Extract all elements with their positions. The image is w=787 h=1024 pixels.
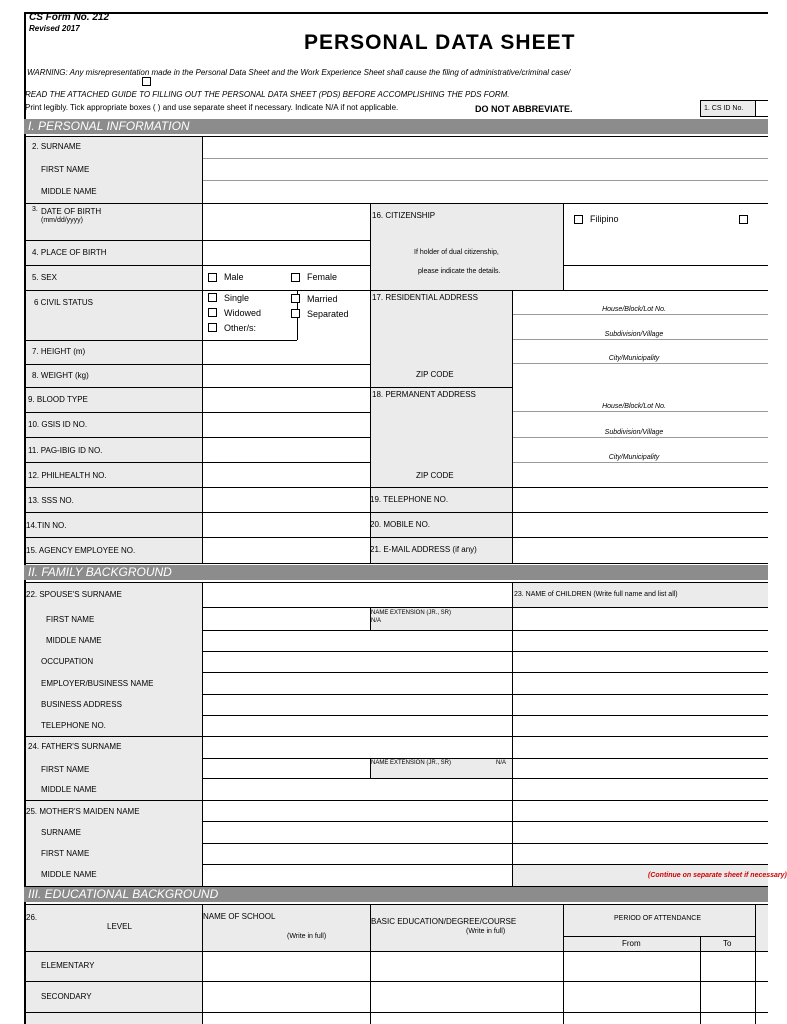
form-number: CS Form No. 212 (29, 12, 110, 23)
line (512, 437, 768, 438)
education-number: 26. (26, 913, 38, 922)
children-label: 23. NAME of CHILDREN (Write full name and list all) (514, 591, 678, 598)
line (202, 651, 768, 652)
res-house-caption: House/Block/Lot No. (602, 306, 666, 313)
line (512, 582, 513, 886)
agency-employee-label: 15. AGENCY EMPLOYEE NO. (26, 546, 136, 555)
others-label: Other/s: (224, 323, 257, 333)
blood-type-label: 9. BLOOD TYPE (28, 395, 88, 404)
line (700, 936, 701, 1024)
dual-citizenship-note-2: please indicate the details. (418, 268, 501, 275)
cs-id-input[interactable] (756, 100, 768, 117)
spouse-first-name-label: FIRST NAME (46, 615, 95, 624)
perm-zip-label: ZIP CODE (416, 471, 454, 480)
line (26, 537, 768, 538)
single-label: Single (224, 293, 250, 303)
line (512, 411, 768, 412)
family-label-column (26, 582, 202, 886)
gsis-label: 10. GSIS ID NO. (28, 420, 88, 429)
cs-id-label: 1. CS ID No. (704, 105, 744, 112)
spouse-name-ext-na: N/A (371, 618, 382, 624)
line (26, 462, 370, 463)
male-label: Male (224, 272, 244, 282)
telephone-label: 19. TELEPHONE NO. (370, 495, 449, 504)
line (202, 136, 203, 563)
mother-middle-name-label: MIDDLE NAME (41, 870, 97, 879)
line (202, 180, 768, 181)
education-header-row (26, 904, 768, 951)
to-header: To (723, 939, 732, 948)
line (202, 340, 297, 341)
dob-label: DATE OF BIRTH (41, 207, 102, 216)
warning-checkbox[interactable] (142, 77, 151, 86)
line (202, 843, 768, 844)
line (26, 1012, 768, 1013)
perm-house-caption: House/Block/Lot No. (602, 403, 666, 410)
line (202, 630, 768, 631)
line (202, 694, 768, 695)
pagibig-label: 11. PAG-IBIG ID NO. (28, 446, 103, 455)
line (26, 240, 370, 241)
continue-note: (Continue on separate sheet if necessary) (648, 872, 787, 879)
married-label: Married (307, 294, 338, 304)
line (26, 412, 370, 413)
cs-id-box (700, 100, 756, 117)
sss-label: 13. SSS NO. (28, 496, 74, 505)
line (563, 904, 564, 1024)
warning-text: WARNING: Any misrepresentation made in the Personal Data Sheet and the Work Experience Sheet shall cause the filing of administrative/criminal case/ (27, 68, 571, 77)
line (202, 607, 768, 608)
line (26, 437, 370, 438)
course-write-in-full: (Write in full) (466, 928, 506, 935)
line (512, 339, 768, 340)
line (202, 864, 768, 865)
father-middle-name-label: MIDDLE NAME (41, 785, 97, 794)
dob-number: 3. (32, 206, 38, 213)
line (563, 265, 768, 266)
filipino-label: Filipino (590, 214, 619, 224)
separated-label: Separated (307, 309, 349, 319)
line (512, 462, 768, 463)
spouse-middle-name-label: MIDDLE NAME (46, 636, 102, 645)
line (26, 265, 370, 266)
name-inputs[interactable] (202, 136, 768, 203)
page-title: PERSONAL DATA SHEET (304, 31, 576, 54)
perm-city-caption: City/Municipality (608, 454, 660, 461)
line (26, 800, 768, 801)
section-educational-background: III. EDUCATIONAL BACKGROUND (24, 887, 768, 902)
line (26, 364, 370, 365)
father-surname-label: 24. FATHER'S SURNAME (28, 742, 122, 751)
widowed-label: Widowed (224, 308, 262, 318)
section-personal-info: I. PERSONAL INFORMATION (24, 119, 768, 134)
father-first-name-label: FIRST NAME (41, 765, 90, 774)
line (202, 582, 203, 886)
line (563, 936, 755, 937)
sex-label: 5. SEX (32, 273, 57, 282)
from-header: From (622, 939, 641, 948)
line (202, 672, 768, 673)
line (26, 981, 768, 982)
elementary-label: ELEMENTARY (41, 961, 95, 970)
widowed-checkbox[interactable] (208, 308, 217, 317)
weight-label: 8. WEIGHT (kg) (32, 371, 89, 380)
mobile-label: 20. MOBILE NO. (370, 520, 431, 529)
female-label: Female (307, 272, 338, 282)
line (26, 582, 768, 583)
line (26, 904, 768, 905)
res-zip-label: ZIP CODE (416, 370, 454, 379)
line (202, 778, 768, 779)
line (26, 136, 768, 137)
line (26, 203, 768, 204)
top-border (24, 12, 768, 14)
married-checkbox[interactable] (291, 294, 300, 303)
course-header: BASIC EDUCATION/DEGREE/COURSE (371, 917, 517, 926)
separated-checkbox[interactable] (291, 309, 300, 318)
email-label: 21. E-MAIL ADDRESS (if any) (370, 545, 477, 554)
mother-maiden-name-label: 25. MOTHER'S MAIDEN NAME (26, 807, 140, 816)
spouse-name-ext-label: NAME EXTENSION (JR., SR) (371, 610, 452, 616)
spouse-surname-label: 22. SPOUSE'S SURNAME (26, 590, 122, 599)
perm-subdivision-caption: Subdivision/Village (604, 429, 664, 436)
personal-inputs-left[interactable] (202, 203, 370, 563)
line (563, 203, 564, 290)
secondary-label: SECONDARY (41, 992, 92, 1001)
school-name-header: NAME OF SCHOOL (203, 912, 276, 921)
first-name-label: FIRST NAME (41, 165, 90, 174)
line (26, 736, 768, 737)
female-checkbox[interactable] (291, 273, 300, 282)
residential-address-label: 17. RESIDENTIAL ADDRESS (372, 293, 478, 302)
school-write-in-full: (Write in full) (287, 933, 327, 940)
line (755, 904, 756, 1024)
line (202, 904, 203, 1024)
revised-year: Revised 2017 (29, 24, 80, 33)
male-checkbox[interactable] (208, 273, 217, 282)
read-guide-text: READ THE ATTACHED GUIDE TO FILLING OUT THE PERSONAL DATA SHEET (PDS) BEFORE ACCOMPLISHING THE PDS FORM. (25, 90, 510, 99)
philhealth-label: 12. PHILHEALTH NO. (28, 471, 107, 480)
line (202, 158, 768, 159)
line (512, 363, 768, 364)
employer-label: EMPLOYER/BUSINESS NAME (41, 679, 154, 688)
line (26, 951, 768, 952)
line (202, 715, 768, 716)
permanent-address-label: 18. PERMANENT ADDRESS (372, 390, 476, 399)
father-name-ext-label: NAME EXTENSION (JR., SR) (371, 760, 452, 766)
section-family-background: II. FAMILY BACKGROUND (24, 565, 768, 580)
civil-status-label: 6 CIVIL STATUS (34, 298, 93, 307)
do-not-abbreviate: DO NOT ABBREVIATE. (475, 104, 573, 114)
line (512, 314, 768, 315)
line (26, 563, 768, 564)
line (26, 512, 768, 513)
line (26, 487, 768, 488)
line (202, 758, 768, 759)
business-address-label: BUSINESS ADDRESS (41, 700, 122, 709)
height-label: 7. HEIGHT (m) (32, 347, 86, 356)
spouse-telephone-label: TELEPHONE NO. (41, 721, 106, 730)
middle-name-label: MIDDLE NAME (41, 187, 97, 196)
mother-first-name-label: FIRST NAME (41, 849, 90, 858)
level-header: LEVEL (107, 922, 132, 931)
tin-label: 14.TIN NO. (26, 521, 67, 530)
dual-citizenship-note-1: If holder of dual citizenship, (414, 249, 499, 256)
others-checkbox[interactable] (208, 323, 217, 332)
line (26, 387, 512, 388)
father-name-ext-na: N/A (496, 760, 507, 766)
period-header: PERIOD OF ATTENDANCE (614, 915, 701, 922)
mother-surname-label: SURNAME (41, 828, 82, 837)
dob-format: (mm/dd/yyyy) (41, 217, 83, 224)
print-instruction: Print legibly. Tick appropriate boxes ( ) and use separate sheet if necessary. Indicate N/A if not applicable. (25, 103, 399, 112)
single-checkbox[interactable] (208, 293, 217, 302)
line (202, 821, 768, 822)
line (370, 203, 371, 563)
pob-label: 4. PLACE OF BIRTH (32, 248, 107, 257)
res-city-caption: City/Municipality (608, 355, 660, 362)
citizenship-label: 16. CITIZENSHIP (372, 211, 436, 220)
occupation-label: OCCUPATION (41, 657, 94, 666)
dual-citizenship-checkbox[interactable] (739, 215, 748, 224)
line (26, 340, 202, 341)
surname-label: 2. SURNAME (32, 142, 81, 151)
filipino-checkbox[interactable] (574, 215, 583, 224)
line (26, 290, 768, 291)
res-subdivision-caption: Subdivision/Village (604, 331, 664, 338)
